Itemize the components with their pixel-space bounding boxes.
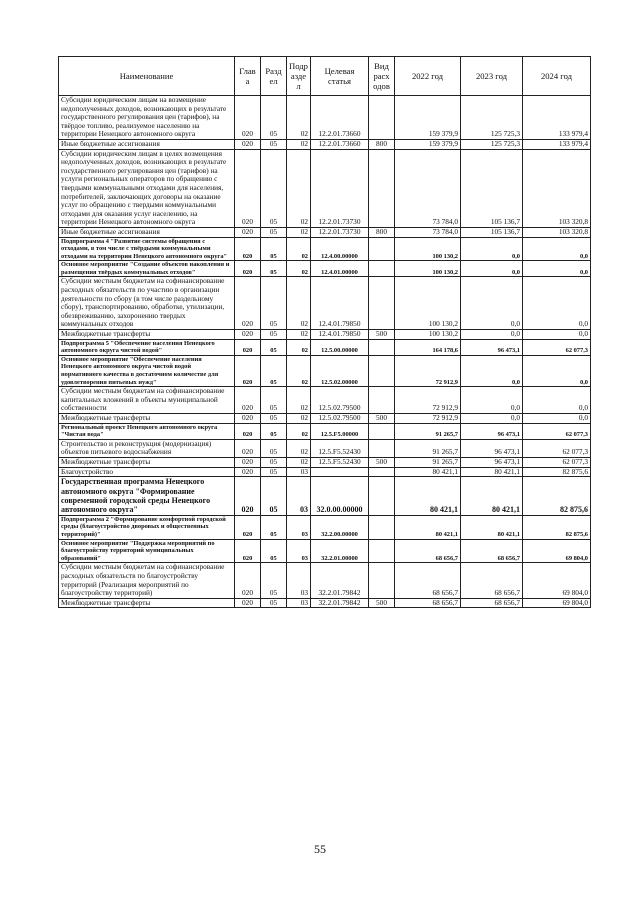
- table-body: [59, 96, 591, 608]
- cell-y2023: 0,0: [461, 277, 523, 330]
- table-row: [59, 149, 591, 227]
- cell-y2022: 91 265,7: [395, 439, 461, 457]
- table-row: [59, 563, 591, 598]
- cell-y2023: 0,0: [461, 387, 523, 414]
- cell-y2022: 68 656,7: [395, 598, 461, 608]
- cell-vid: [369, 515, 395, 539]
- header-podrazdel: Подр азде л: [287, 57, 311, 96]
- table-row: [59, 467, 591, 477]
- cell-razdel: 05: [261, 439, 287, 457]
- cell-razdel: 05: [261, 149, 287, 227]
- cell-y2023: 68 656,7: [461, 539, 523, 563]
- cell-vid: 500: [369, 413, 395, 423]
- cell-razdel: 05: [261, 423, 287, 439]
- cell-glava: 020: [235, 355, 261, 386]
- cell-vid: [369, 237, 395, 261]
- cell-y2022: 91 265,7: [395, 457, 461, 467]
- cell-y2024: 62 077,3: [523, 439, 591, 457]
- cell-glava: 020: [235, 539, 261, 563]
- cell-glava: 020: [235, 387, 261, 414]
- cell-y2024: 133 979,4: [523, 96, 591, 140]
- cell-y2024: 62 077,3: [523, 457, 591, 467]
- header-2022: 2022 год: [395, 57, 461, 96]
- cell-glava: 020: [235, 96, 261, 140]
- cell-y2022: 80 421,1: [395, 515, 461, 539]
- table-row: [59, 339, 591, 355]
- table-row: [59, 139, 591, 149]
- cell-y2024: 62 077,3: [523, 339, 591, 355]
- cell-y2023: 96 473,1: [461, 457, 523, 467]
- cell-name: Межбюджетные трансферты: [59, 598, 235, 608]
- cell-statya: 12.4.00.00000: [311, 237, 369, 261]
- cell-name: Подпрограмма 5 "Обеспечение населения Ненецкого автономного округа чистой водой": [59, 339, 235, 355]
- cell-statya: 12.5.F5.52430: [311, 457, 369, 467]
- table-row: [59, 457, 591, 467]
- table-row: [59, 277, 591, 330]
- cell-y2023: 105 136,7: [461, 227, 523, 237]
- table-row: [59, 477, 591, 516]
- cell-glava: 020: [235, 515, 261, 539]
- table-row: [59, 330, 591, 340]
- cell-name: Региональный проект Ненецкого автономного округа "Чистая вода": [59, 423, 235, 439]
- budget-table: [58, 56, 591, 608]
- cell-y2024: 0,0: [523, 277, 591, 330]
- cell-statya: 32.2.01.79842: [311, 563, 369, 598]
- cell-y2024: 82 875,6: [523, 467, 591, 477]
- cell-glava: 020: [235, 330, 261, 340]
- cell-vid: 800: [369, 227, 395, 237]
- cell-glava: 020: [235, 261, 261, 277]
- cell-y2022: 159 379,9: [395, 139, 461, 149]
- cell-podrazdel: 03: [287, 563, 311, 598]
- table-row: [59, 237, 591, 261]
- cell-podrazdel: 02: [287, 413, 311, 423]
- cell-name: Подпрограмма 4 "Развитие системы обращения с отходами, в том числе с твёрдыми коммунальными отходами на территории Ненецкого автономного округа": [59, 237, 235, 261]
- cell-y2024: 0,0: [523, 387, 591, 414]
- cell-y2023: 125 725,3: [461, 96, 523, 140]
- cell-vid: [369, 149, 395, 227]
- cell-y2022: 80 421,1: [395, 467, 461, 477]
- page-number: 55: [314, 842, 326, 856]
- cell-vid: 500: [369, 457, 395, 467]
- table-row: [59, 539, 591, 563]
- cell-statya: 12.5.00.00000: [311, 339, 369, 355]
- cell-podrazdel: 02: [287, 277, 311, 330]
- cell-glava: 020: [235, 477, 261, 516]
- cell-glava: 020: [235, 227, 261, 237]
- cell-razdel: 05: [261, 96, 287, 140]
- cell-vid: [369, 439, 395, 457]
- cell-y2024: 62 077,3: [523, 423, 591, 439]
- cell-vid: 800: [369, 139, 395, 149]
- cell-razdel: 05: [261, 339, 287, 355]
- cell-vid: [369, 467, 395, 477]
- cell-y2024: 103 320,8: [523, 227, 591, 237]
- cell-name: Субсидии местным бюджетам на софинансирование капитальных вложений в объекты муниципальной собственности: [59, 387, 235, 414]
- table-row: [59, 96, 591, 140]
- cell-podrazdel: 02: [287, 457, 311, 467]
- cell-y2022: 100 130,2: [395, 330, 461, 340]
- cell-razdel: 05: [261, 355, 287, 386]
- cell-vid: 500: [369, 598, 395, 608]
- cell-glava: 020: [235, 563, 261, 598]
- cell-glava: 020: [235, 598, 261, 608]
- cell-y2023: 80 421,1: [461, 477, 523, 516]
- cell-name: Субсидии юридическим лицам на возмещение недополученных доходов, возникающих в результате государственного регулирования цен (тарифов), на твёрдое топливо, реализуемое населению на территории Ненецкого автономного округа: [59, 96, 235, 140]
- cell-glava: 020: [235, 439, 261, 457]
- cell-y2023: 125 725,3: [461, 139, 523, 149]
- cell-y2023: 68 656,7: [461, 563, 523, 598]
- cell-y2022: 100 130,2: [395, 261, 461, 277]
- cell-podrazdel: 02: [287, 227, 311, 237]
- table-row: [59, 387, 591, 414]
- table-row: [59, 423, 591, 439]
- cell-y2023: 0,0: [461, 330, 523, 340]
- cell-y2022: 68 656,7: [395, 563, 461, 598]
- cell-statya: 12.5.F5.00000: [311, 423, 369, 439]
- cell-y2024: 82 875,6: [523, 515, 591, 539]
- table-header-row: [59, 57, 591, 96]
- cell-statya: 12.4.01.79850: [311, 330, 369, 340]
- cell-y2023: 105 136,7: [461, 149, 523, 227]
- cell-glava: 020: [235, 139, 261, 149]
- header-glava: Глав а: [235, 57, 261, 96]
- cell-y2024: 69 804,0: [523, 563, 591, 598]
- cell-glava: 020: [235, 339, 261, 355]
- table-row: [59, 227, 591, 237]
- cell-glava: 020: [235, 467, 261, 477]
- cell-glava: 020: [235, 149, 261, 227]
- header-name: Наименование: [59, 57, 235, 96]
- cell-y2024: 0,0: [523, 413, 591, 423]
- cell-podrazdel: 02: [287, 261, 311, 277]
- cell-statya: 12.5.F5.52430: [311, 439, 369, 457]
- cell-podrazdel: 02: [287, 387, 311, 414]
- cell-name: Строительство и реконструкция (модернизация) объектов питьевого водоснабжения: [59, 439, 235, 457]
- cell-name: Иные бюджетные ассигнования: [59, 227, 235, 237]
- cell-vid: [369, 423, 395, 439]
- cell-y2024: 0,0: [523, 261, 591, 277]
- cell-y2023: 0,0: [461, 413, 523, 423]
- table-row: [59, 598, 591, 608]
- cell-y2024: 69 804,0: [523, 598, 591, 608]
- cell-statya: 12.5.02.79500: [311, 413, 369, 423]
- cell-vid: [369, 539, 395, 563]
- cell-razdel: 05: [261, 467, 287, 477]
- cell-razdel: 05: [261, 277, 287, 330]
- cell-name: Межбюджетные трансферты: [59, 413, 235, 423]
- cell-y2022: 73 784,0: [395, 227, 461, 237]
- cell-y2023: 96 473,1: [461, 423, 523, 439]
- cell-statya: 12.2.01.73730: [311, 149, 369, 227]
- cell-podrazdel: 02: [287, 330, 311, 340]
- cell-y2023: 0,0: [461, 355, 523, 386]
- cell-razdel: 05: [261, 330, 287, 340]
- cell-glava: 020: [235, 423, 261, 439]
- cell-y2024: 133 979,4: [523, 139, 591, 149]
- budget-table-container: [58, 56, 590, 608]
- cell-y2022: 164 178,6: [395, 339, 461, 355]
- cell-vid: [369, 339, 395, 355]
- cell-name: Субсидии местным бюджетам на софинансирование расходных обязательств по благоустройству территорий (Реализация мероприятий по благоустройству территорий): [59, 563, 235, 598]
- cell-y2024: 0,0: [523, 237, 591, 261]
- header-2023: 2023 год: [461, 57, 523, 96]
- cell-name: Благоустройство: [59, 467, 235, 477]
- cell-y2022: 80 421,1: [395, 477, 461, 516]
- cell-podrazdel: 02: [287, 139, 311, 149]
- cell-podrazdel: 02: [287, 339, 311, 355]
- cell-name: Основное мероприятие "Обеспечение населения Ненецкого автономного округа чистой водой нормативного качества в достаточном количестве для удовлетворения питьевых нужд": [59, 355, 235, 386]
- table-row: [59, 515, 591, 539]
- cell-name: Государственная программа Ненецкого автономного округа "Формирование современной городской среды Ненецкого автономного округа": [59, 477, 235, 516]
- cell-vid: 500: [369, 330, 395, 340]
- cell-y2022: 91 265,7: [395, 423, 461, 439]
- cell-statya: 12.4.01.79850: [311, 277, 369, 330]
- cell-name: Субсидии юридическим лицам в целях возмещения недополученных доходов, возникающих в результате государственного регулирования цен (тарифов) на услуги региональных операторов по обращению с твердыми коммунальными отходами для населения, потребителей, заключающих договоры на оказание услуг по обращению с твердыми коммунальными отходами для оказания услуг населению, на территории Ненецкого автономного округа: [59, 149, 235, 227]
- cell-glava: 020: [235, 237, 261, 261]
- header-vid: Вид расх одов: [369, 57, 395, 96]
- table-row: [59, 261, 591, 277]
- cell-y2023: 80 421,1: [461, 515, 523, 539]
- cell-podrazdel: 03: [287, 539, 311, 563]
- cell-podrazdel: 02: [287, 237, 311, 261]
- cell-podrazdel: 02: [287, 149, 311, 227]
- cell-y2023: 0,0: [461, 237, 523, 261]
- cell-y2024: 103 320,8: [523, 149, 591, 227]
- cell-razdel: 05: [261, 139, 287, 149]
- cell-podrazdel: 02: [287, 439, 311, 457]
- cell-y2024: 82 875,6: [523, 477, 591, 516]
- header-razdel: Разд ел: [261, 57, 287, 96]
- header-2024: 2024 год: [523, 57, 591, 96]
- cell-razdel: 05: [261, 227, 287, 237]
- cell-glava: 020: [235, 277, 261, 330]
- cell-podrazdel: 03: [287, 467, 311, 477]
- cell-statya: 12.5.02.79500: [311, 387, 369, 414]
- cell-podrazdel: 02: [287, 355, 311, 386]
- cell-razdel: 05: [261, 563, 287, 598]
- cell-statya: 32.2.01.79842: [311, 598, 369, 608]
- cell-y2022: 72 912,9: [395, 413, 461, 423]
- cell-y2022: 100 130,2: [395, 277, 461, 330]
- cell-vid: [369, 387, 395, 414]
- cell-name: Подпрограмма 2 "Формирование комфортной городской среды (благоустройство дворовых и общественных территорий)": [59, 515, 235, 539]
- cell-vid: [369, 563, 395, 598]
- cell-vid: [369, 355, 395, 386]
- cell-razdel: 05: [261, 387, 287, 414]
- cell-razdel: 05: [261, 261, 287, 277]
- cell-statya: 32.2.01.00000: [311, 539, 369, 563]
- cell-y2022: 73 784,0: [395, 149, 461, 227]
- cell-y2022: 159 379,9: [395, 96, 461, 140]
- table-row: [59, 413, 591, 423]
- cell-y2022: 68 656,7: [395, 539, 461, 563]
- cell-y2023: 68 656,7: [461, 598, 523, 608]
- cell-y2022: 100 130,2: [395, 237, 461, 261]
- cell-podrazdel: 03: [287, 477, 311, 516]
- cell-statya: [311, 467, 369, 477]
- cell-razdel: 05: [261, 413, 287, 423]
- cell-y2023: 96 473,1: [461, 339, 523, 355]
- cell-y2024: 0,0: [523, 330, 591, 340]
- cell-name: Межбюджетные трансферты: [59, 457, 235, 467]
- cell-statya: 12.2.01.73660: [311, 139, 369, 149]
- cell-glava: 020: [235, 457, 261, 467]
- cell-vid: [369, 477, 395, 516]
- cell-statya: 12.2.01.73660: [311, 96, 369, 140]
- cell-razdel: 05: [261, 477, 287, 516]
- cell-razdel: 05: [261, 457, 287, 467]
- cell-razdel: 05: [261, 237, 287, 261]
- cell-podrazdel: 03: [287, 515, 311, 539]
- cell-y2022: 72 912,9: [395, 387, 461, 414]
- cell-name: Основное мероприятие "Создание объектов накопления и размещения твёрдых коммунальных отходов": [59, 261, 235, 277]
- table-row: [59, 439, 591, 457]
- table-row: [59, 355, 591, 386]
- cell-razdel: 05: [261, 539, 287, 563]
- cell-vid: [369, 277, 395, 330]
- cell-vid: [369, 96, 395, 140]
- cell-podrazdel: 02: [287, 96, 311, 140]
- cell-vid: [369, 261, 395, 277]
- cell-y2023: 0,0: [461, 261, 523, 277]
- cell-razdel: 05: [261, 598, 287, 608]
- cell-y2024: 0,0: [523, 355, 591, 386]
- cell-y2022: 72 912,9: [395, 355, 461, 386]
- cell-name: Основное мероприятие "Поддержка мероприятий по благоустройству территорий муниципальных образований": [59, 539, 235, 563]
- cell-statya: 12.2.01.73730: [311, 227, 369, 237]
- cell-razdel: 05: [261, 515, 287, 539]
- cell-podrazdel: 02: [287, 423, 311, 439]
- cell-y2023: 80 421,1: [461, 467, 523, 477]
- cell-statya: 32.0.00.00000: [311, 477, 369, 516]
- header-statya: Целевая статья: [311, 57, 369, 96]
- cell-statya: 12.4.01.00000: [311, 261, 369, 277]
- cell-statya: 12.5.02.00000: [311, 355, 369, 386]
- cell-podrazdel: 03: [287, 598, 311, 608]
- cell-y2024: 69 804,0: [523, 539, 591, 563]
- cell-name: Субсидии местным бюджетам на софинансирование расходных обязательств по участию в организации деятельности по сбору (в том числе раздельному сбору), транспортированию, обработке, утилизации, обезвреживанию, захоронению твердых коммунальных отходов: [59, 277, 235, 330]
- cell-glava: 020: [235, 413, 261, 423]
- cell-name: Межбюджетные трансферты: [59, 330, 235, 340]
- cell-y2023: 96 473,1: [461, 439, 523, 457]
- cell-statya: 32.2.00.00000: [311, 515, 369, 539]
- cell-name: Иные бюджетные ассигнования: [59, 139, 235, 149]
